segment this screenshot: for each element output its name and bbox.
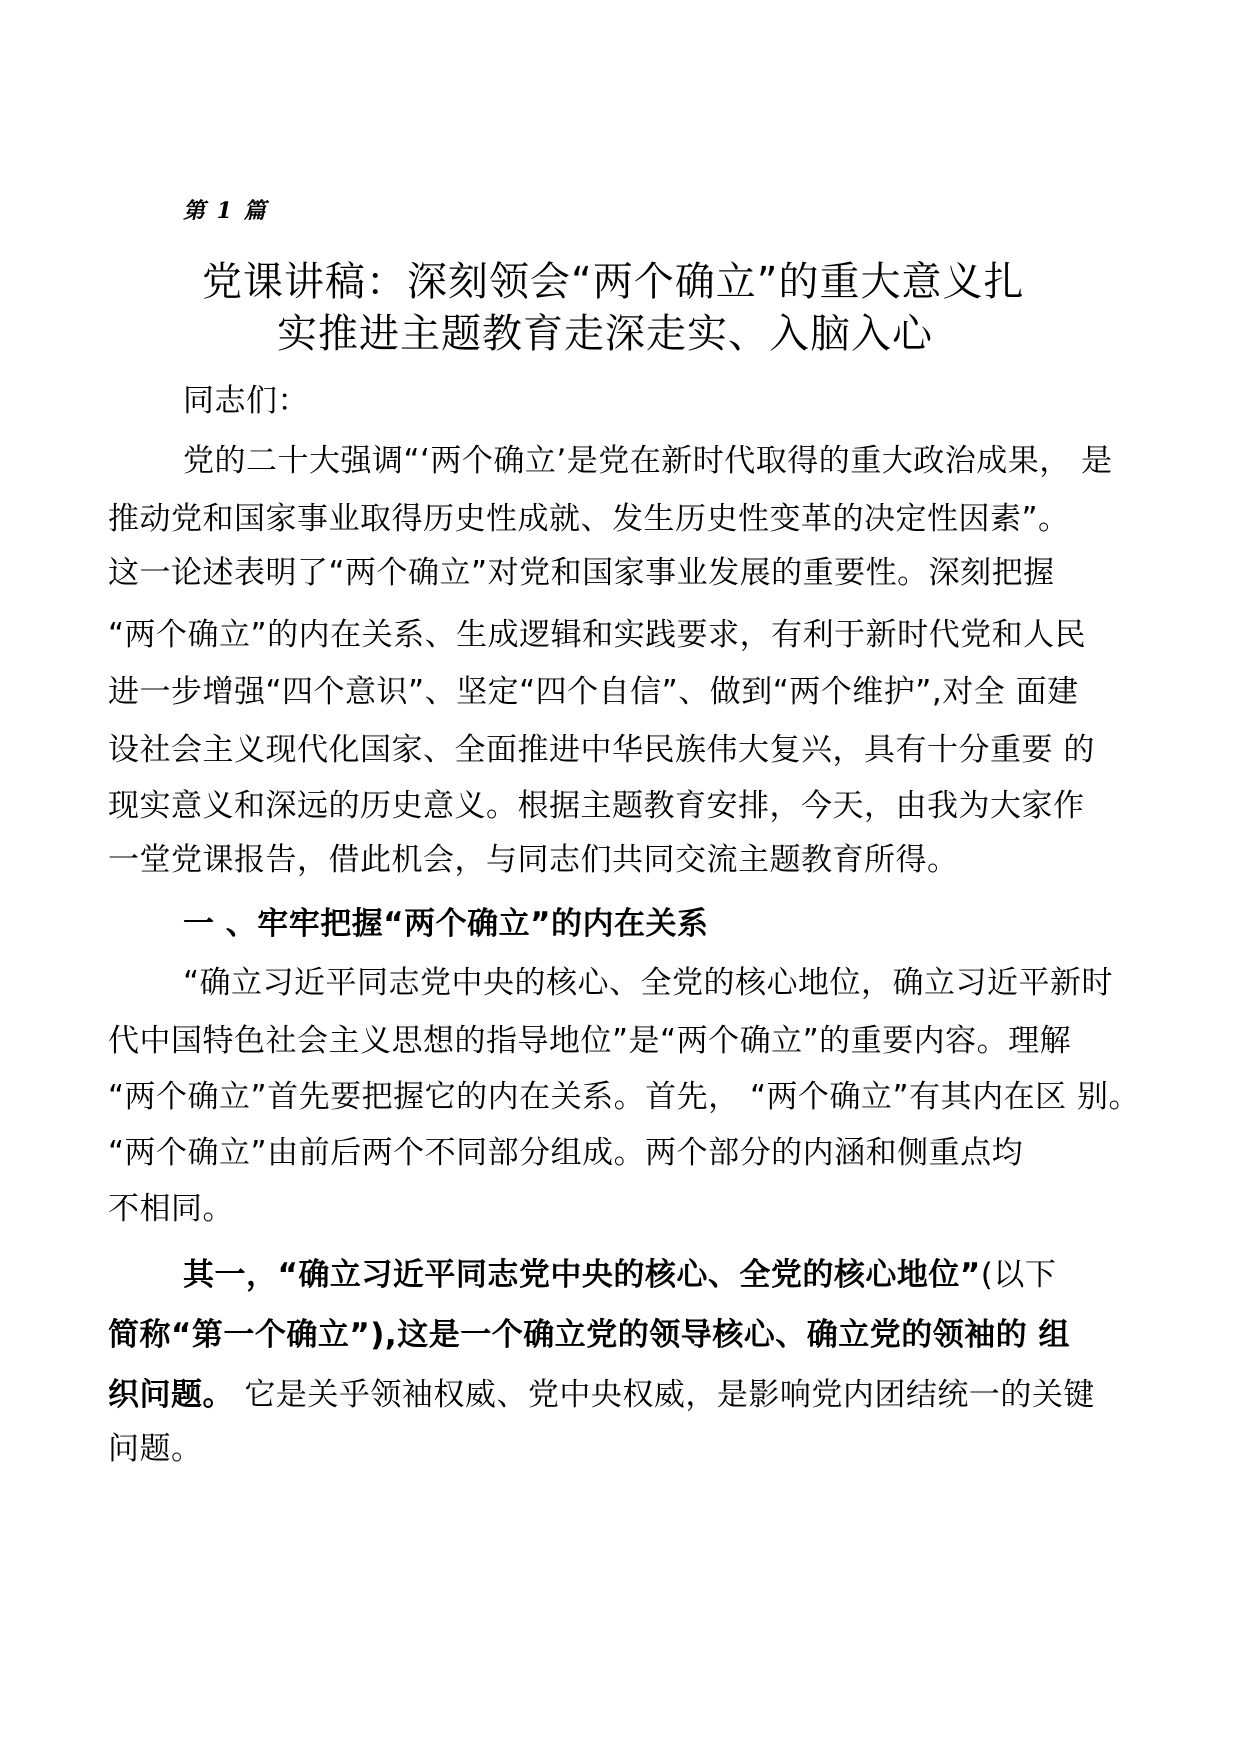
paragraph-line: 不相同。 xyxy=(108,1191,234,1227)
paragraph-line: 问题。 xyxy=(108,1431,203,1467)
text-phrase: 它是关乎领袖权威、党中央权威，是影响党内团结统一的关键 xyxy=(234,1377,1095,1413)
paragraph-line: 这一论述表明了“两个确立”对党和国家事业发展的重要性。深刻把握 xyxy=(108,555,1055,591)
paragraph-line: “确立习近平同志党中央的核心、全党的核心地位，确立习近平新时 xyxy=(183,965,1114,1001)
paragraph-line: 推动党和国家事业取得历史性成就、发生历史性变革的决定性因素”。 xyxy=(108,501,1070,537)
text-phrase: (以下 xyxy=(980,1257,1057,1293)
title-line-1: 党课讲稿：深刻领会“两个确立”的重大意义扎 xyxy=(202,259,1025,305)
paragraph-line: 一堂党课报告，借此机会，与同志们共同交流主题教育所得。 xyxy=(108,842,959,878)
title-line-2: 实推进主题教育走深走实、入脑入心 xyxy=(277,311,933,357)
paragraph-line: “两个确立”首先要把握它的内在关系。首先， “两个确立”有其内在区 别。 xyxy=(108,1079,1140,1115)
bold-phrase: 织问题。 xyxy=(108,1377,234,1413)
paragraph-line xyxy=(183,1255,1056,1295)
paragraph-line: 党的二十大强调“‘两个确立’是党在新时代取得的重大政治成果， 是 xyxy=(183,443,1113,479)
chapter-label: 第 1 篇 xyxy=(183,198,268,224)
section-heading: 一 、牢牢把握“两个确立”的内在关系 xyxy=(183,906,709,942)
paragraph-line: 设社会主义现代化国家、全面推进中华民族伟大复兴，具有十分重要 的 xyxy=(108,732,1095,768)
paragraph-line: 进一步增强“四个意识”、坚定“四个自信”、做到“两个维护”,对全 面建 xyxy=(108,674,1079,710)
paragraph-line: 现实意义和深远的历史意义。根据主题教育安排，今天，由我为大家作 xyxy=(108,788,1085,824)
paragraph-line xyxy=(108,1375,1095,1415)
bold-phrase: 其一，“确立习近平同志党中央的核心、全党的核心地位” xyxy=(183,1257,981,1293)
paragraph-line: “两个确立”由前后两个不同部分组成。两个部分的内涵和侧重点均 xyxy=(108,1135,1024,1171)
paragraph-line: 简称“第一个确立”),这是一个确立党的领导核心、确立党的领袖的 组 xyxy=(108,1317,1070,1353)
paragraph-line: 代中国特色社会主义思想的指导地位”是“两个确立”的重要内容。理解 xyxy=(108,1023,1072,1059)
salutation: 同志们： xyxy=(183,383,309,419)
paragraph-line: “两个确立”的内在关系、生成逻辑和实践要求，有利于新时代党和人民 xyxy=(108,617,1087,653)
